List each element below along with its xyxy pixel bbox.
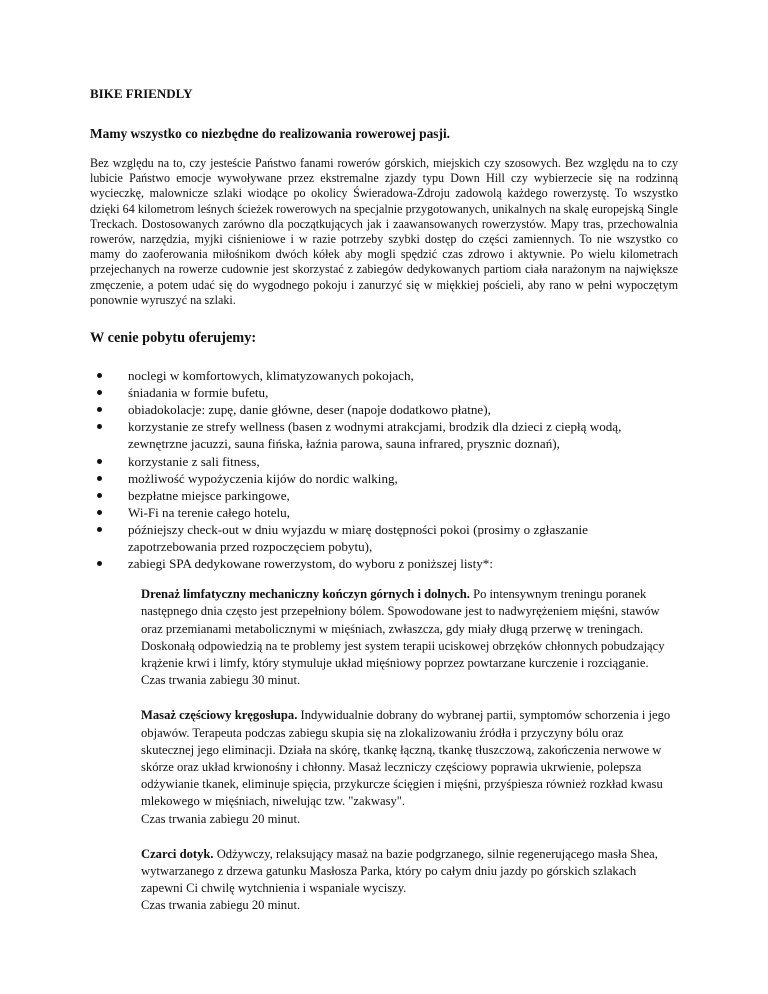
- offer-item: śniadania w formie bufetu,: [128, 384, 678, 401]
- intro-paragraph: Bez względu na to, czy jesteście Państwo fanami rowerów górskich, miejskich czy szosowych. Bez względu na to czy lubicie Państwo emocje wywoływane przez ekstremalne zjazdy typu Down Hill czy wybierzecie się na rodzinną wycieczkę, malownicze szlaki wiodące po okolicy Świeradowa-Zdroju zadowolą każdego rowerzystę. To wszystko dzięki 64 kilometrom leśnych ścieżek rowerowych na specjalnie przygotowanych, unikalnych na skalę europejską Single Treckach. Dostosowanych zarówno dla początkujących jak i zaawansowanych rowerzystów. Mapy tras, przechowalnia rowerów, narzędzia, myjki ciśnieniowe i w razie potrzeby szybki dostęp do części zamiennych. To nie wszystko co mamy do zaoferowania miłośnikom dwóch kółek aby mogli spędzić czas zdrowo i aktywnie. Po wielu kilometrach przejechanych na rowerze cudownie jest skorzystać z zabiegów dedykowanych partiom ciała narażonym na największe zmęczenie, a potem udać się do wygodnego pokoju i zanurzyć się w miękkiej pościeli, aby rano w pełni wypoczętym ponownie wyruszyć na szlaki.: [90, 156, 678, 307]
- treatment-description: Po intensywnym treningu poranek następnego dnia często jest przepełniony bólem. Spowodowane jest to nadwyrężeniem mięśni, stawów oraz przemianami metabolicznymi w mięśniach, zwłaszcza, gdy miały długą przerwę w treningach. Doskonałą odpowiedzią na te problemy jest system terapii uciskowej obrzęków chłonnych pobudzający krążenie krwi i limfy, który stymuluje układ mięśniowy poprzez powtarzane kurczenie i rozciąganie.: [141, 587, 665, 670]
- offer-item: Wi-Fi na terenie całego hotelu,: [128, 504, 678, 521]
- offer-item: obiadokolacje: zupę, danie główne, deser (napoje dodatkowo płatne),: [128, 401, 678, 418]
- offer-item: korzystanie ze strefy wellness (basen z wodnymi atrakcjami, brodzik dla dzieci z ciepłą wodą, zewnętrzne jacuzzi, sauna fińska, łaźnia parowa, sauna infrared, prysznic doznań),: [128, 418, 678, 452]
- offer-item: późniejszy check-out w dniu wyjazdu w miarę dostępności pokoi (prosimy o zgłaszanie zapotrzebowania przed rozpoczęciem pobytu),: [128, 521, 678, 555]
- treatment-czarci-dotyk: [141, 846, 678, 915]
- treatment-description: Odżywczy, relaksujący masaż na bazie podgrzanego, silnie regenerującego masła Shea, wytwarzanego z drzewa gatunku Masłosza Parka, który po całym dniu jazdy po górskich szlakach zapewni Ci chwilę wytchnienia i wspaniale wyciszy.: [141, 846, 658, 896]
- treatment-name: Masaż częściowy kręgosłupa.: [141, 708, 298, 723]
- offer-heading: W cenie pobytu oferujemy:: [90, 330, 257, 347]
- treatment-name: Czarci dotyk.: [141, 846, 214, 861]
- document-subtitle: Mamy wszystko co niezbędne do realizowania rowerowej pasji.: [90, 126, 451, 141]
- offer-item: korzystanie z sali fitness,: [128, 453, 678, 470]
- treatment-duration: Czas trwania zabiegu 20 minut.: [141, 811, 301, 826]
- treatment-lymphatic-drainage: [141, 586, 678, 689]
- offer-item: możliwość wypożyczenia kijów do nordic walking,: [128, 470, 678, 487]
- treatment-spine-massage: [141, 707, 678, 827]
- treatment-description: Indywidualnie dobrany do wybranej partii, symptomów schorzenia i jego objawów. Terapeuta podczas zabiegu skupia się na zlokalizowaniu źródła i przyczyny bólu oraz skutecznej jego eliminacji. Działa na skórę, tkankę łączną, tkankę tłuszczową, zakończenia nerwowe w skórze oraz układ krwionośny i chłonny. Masaż leczniczy częściowy poprawia ukrwienie, polepsza odżywianie tkanek, eliminuje spięcia, przykurcze ścięgien i mięśni, przyśpiesza również rozkład kwasu mlekowego w mięśniach, niwelując tzw. "zakwasy".: [141, 708, 671, 809]
- treatment-duration: Czas trwania zabiegu 20 minut.: [141, 898, 301, 913]
- treatment-duration: Czas trwania zabiegu 30 minut.: [141, 673, 301, 688]
- offer-item: bezpłatne miejsce parkingowe,: [128, 487, 678, 504]
- document-title: BIKE FRIENDLY: [90, 86, 193, 101]
- offer-item: zabiegi SPA dedykowane rowerzystom, do wyboru z poniższej listy*:: [128, 555, 678, 572]
- treatment-name: Drenaż limfatyczny mechaniczny kończyn górnych i dolnych.: [141, 587, 470, 602]
- offer-list: [90, 367, 678, 572]
- offer-item: noclegi w komfortowych, klimatyzowanych pokojach,: [128, 367, 678, 384]
